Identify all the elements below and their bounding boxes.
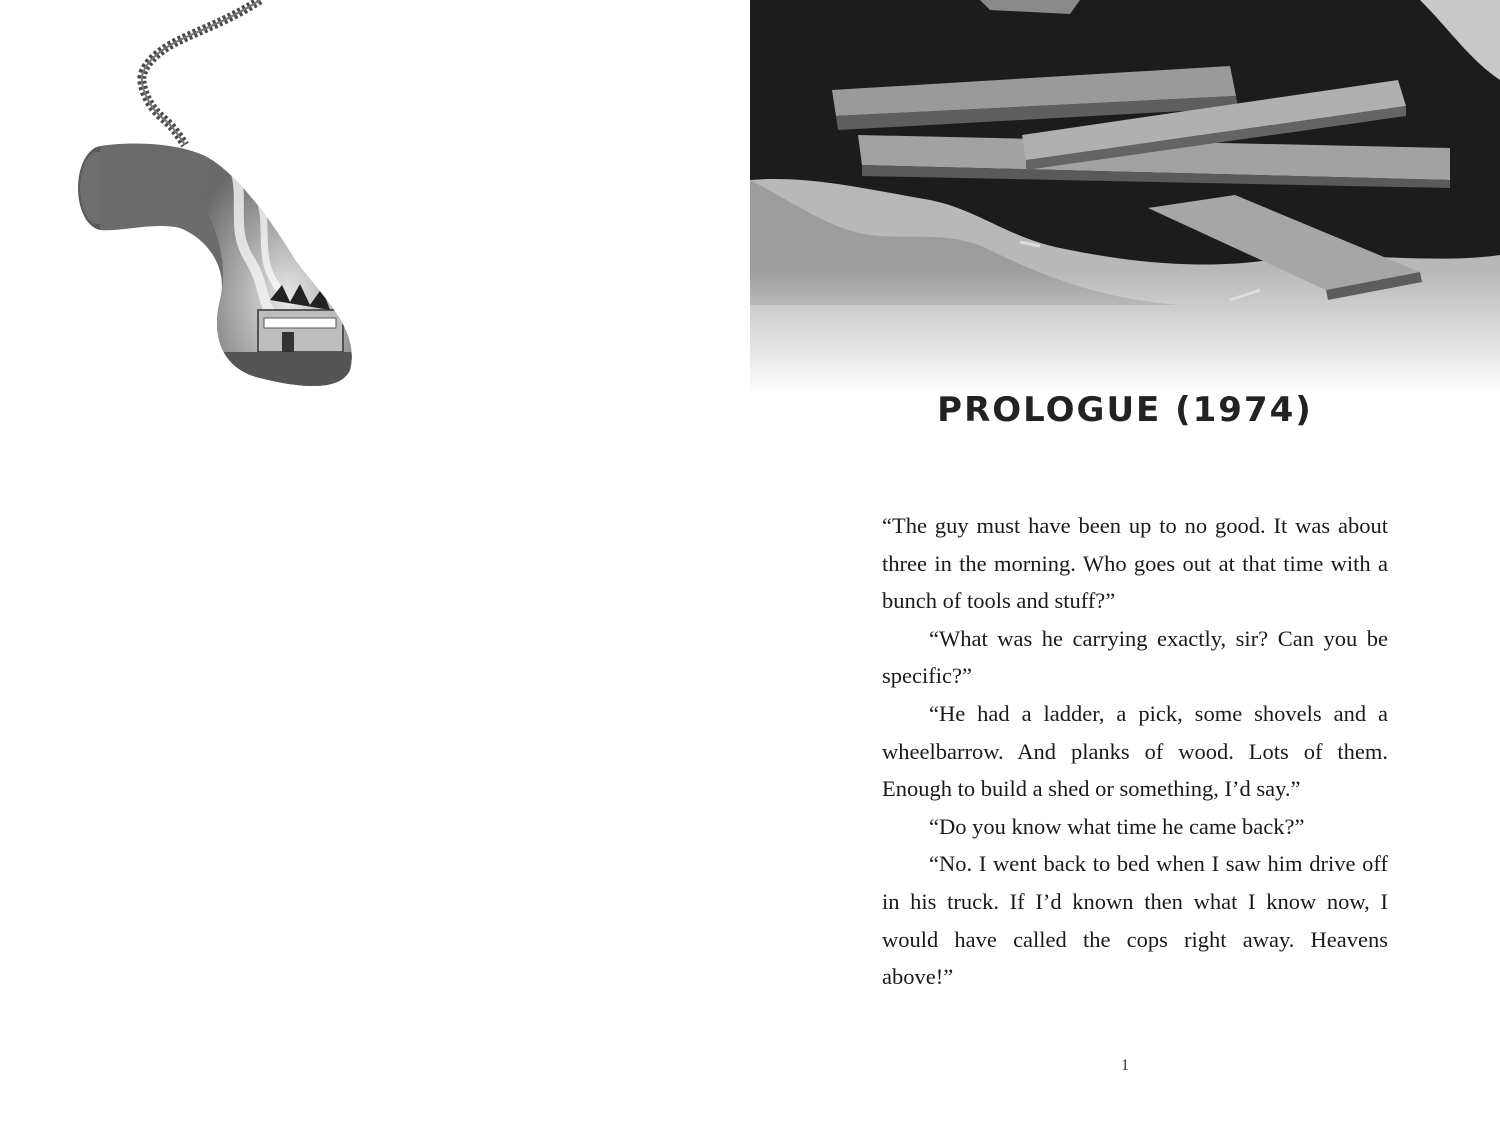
right-page <box>750 0 1500 1125</box>
paragraph: “What was he carrying exactly, sir? Can you be specific?” <box>882 625 1388 689</box>
paragraph: “The guy must have been up to no good. It was about three in the morning. Who goes out at that time with a bunch of tools and stuff?” <box>882 513 1388 614</box>
paragraph: “No. I went back to bed when I saw him drive off in his truck. If I’d known then what I know now, I would have called the cops right away. Heavens above!” <box>882 851 1388 990</box>
page-number: 1 <box>1121 1057 1129 1074</box>
paragraph: “Do you know what time he came back?” <box>929 813 1305 839</box>
telephone-handset-icon <box>60 0 380 400</box>
wooden-planks-icon <box>750 0 1500 395</box>
paragraph: “He had a ladder, a pick, some shovels and a wheelbarrow. And planks of wood. Lots of them. Enough to build a shed or something, I’d say.” <box>882 700 1388 802</box>
body-text <box>882 507 1388 996</box>
chapter-title: PROLOGUE (1974) <box>937 390 1313 430</box>
